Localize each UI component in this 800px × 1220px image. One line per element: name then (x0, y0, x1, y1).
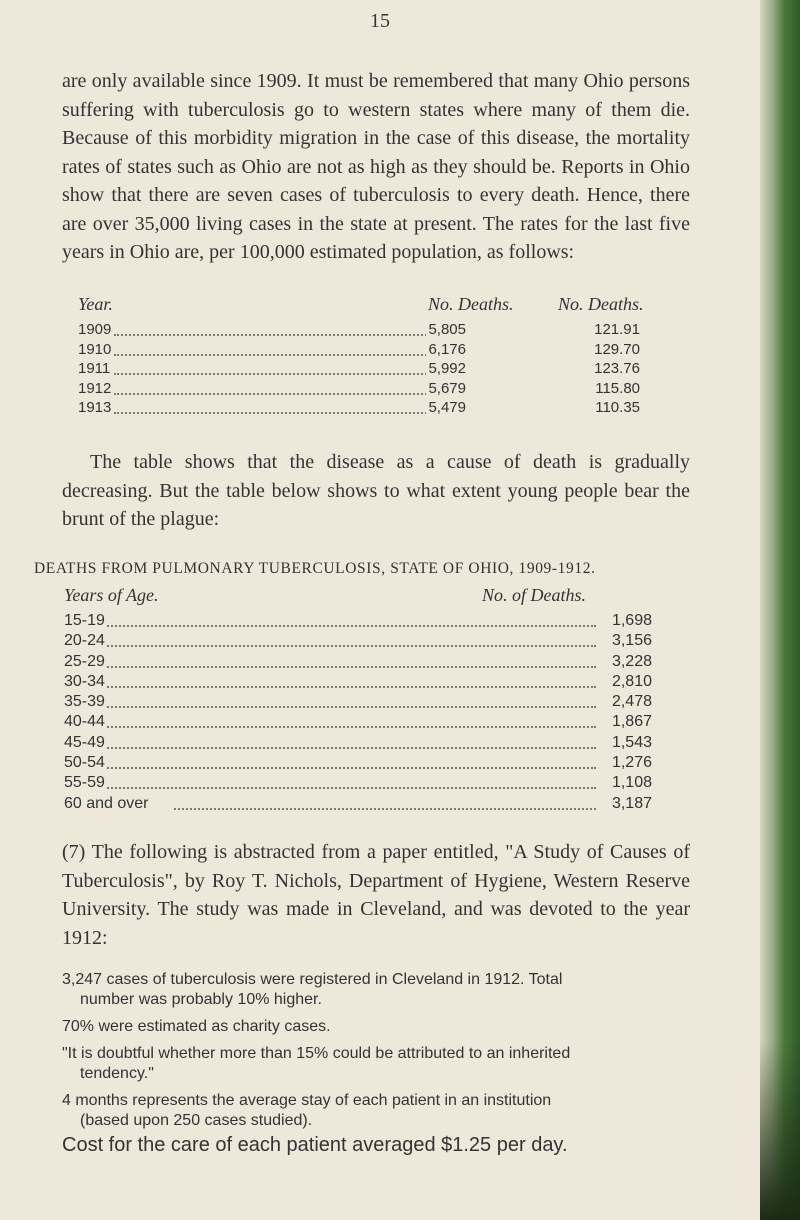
cell-year: 1912 (78, 379, 112, 397)
leader-dots (174, 794, 596, 810)
cell-deaths: 2,810 (610, 672, 652, 692)
cell-deaths: 2,478 (610, 692, 652, 712)
leader-dots (104, 631, 596, 647)
book-edge-shadow (760, 1040, 800, 1220)
leader-dots (104, 692, 596, 708)
table-header (78, 294, 662, 320)
table-row (78, 359, 662, 379)
cell-deaths: 3,156 (610, 631, 652, 651)
leader-dots (104, 672, 596, 688)
table-row (64, 712, 674, 732)
cell-deaths: 1,698 (610, 611, 652, 631)
cell-rate: 129.70 (594, 340, 640, 358)
cell-deaths: 5,479 (428, 399, 466, 416)
cell-rate: 121.91 (594, 321, 640, 338)
final-line: Cost for the care of each patient averaged $1.25 per day. (62, 1134, 568, 1156)
table-row (78, 320, 662, 340)
table-row (64, 733, 674, 753)
leader-dots (104, 733, 596, 749)
note-text: "It is doubtful whether more than 15% could be attributed to an inherited (62, 1045, 571, 1062)
book-edge (760, 0, 800, 1220)
cell-age: 45-49 (64, 733, 107, 753)
paragraph-table-comment (62, 448, 690, 534)
cell-deaths: 5,805 (428, 321, 466, 338)
table-row (64, 611, 674, 631)
study-note (62, 1044, 694, 1084)
note-continuation: number was probably 10% higher. (80, 991, 322, 1008)
cell-deaths: 3,187 (610, 794, 652, 814)
table-row (78, 340, 662, 360)
paragraph-table-comment-text: The table shows that the disease as a cause of death is gradually decreasing. But the table below shows to what extent young people bear the brunt of the plague: (62, 451, 690, 530)
cell-rate: 123.76 (594, 360, 640, 377)
leader-dots (114, 320, 446, 336)
cell-deaths: 1,543 (610, 733, 652, 753)
page-number: 15 (370, 10, 390, 32)
cell-age: 60 and over (64, 794, 151, 814)
note-continuation: (based upon 250 cases studied). (80, 1112, 313, 1129)
cell-year: 1913 (78, 399, 112, 416)
cell-age: 15-19 (64, 611, 107, 631)
table-row (64, 753, 674, 773)
note-text: 4 months represents the average stay of each patient in an institution (62, 1092, 552, 1109)
header-deaths: No. Deaths. (428, 294, 514, 314)
header-deaths: No. of Deaths. (482, 585, 587, 605)
table-row (64, 672, 674, 692)
cell-deaths: 1,108 (610, 773, 652, 793)
cell-year: 1911 (78, 360, 111, 377)
cell-age: 50-54 (64, 753, 107, 773)
table-row (64, 692, 674, 712)
leader-dots (114, 379, 446, 395)
table-row (64, 652, 674, 672)
age-deaths-table (64, 585, 674, 814)
cell-age: 40-44 (64, 712, 107, 732)
table-row (78, 398, 662, 418)
leader-dots (104, 753, 596, 769)
cell-deaths: 3,228 (610, 652, 652, 672)
cell-deaths: 1,276 (610, 753, 652, 773)
cell-rate: 115.80 (595, 379, 640, 397)
header-rate: No. Deaths. (558, 294, 644, 314)
cell-year: 1909 (78, 321, 112, 338)
leader-dots (104, 652, 596, 668)
cell-deaths: 6,176 (428, 340, 466, 358)
header-age: Years of Age. (64, 585, 159, 605)
leader-dots (104, 773, 596, 789)
cell-age: 35-39 (64, 692, 107, 712)
cell-age: 20-24 (64, 631, 107, 651)
cell-deaths: 5,992 (428, 360, 466, 377)
table-row (64, 794, 674, 814)
age-table-caption: DEATHS FROM PULMONARY TUBERCULOSIS, STATE OF OHIO, 1909-1912. (34, 560, 596, 577)
note-text: 70% were estimated as charity cases. (62, 1018, 331, 1035)
cell-year: 1910 (78, 340, 112, 358)
header-year: Year. (78, 294, 113, 314)
note-text: 3,247 cases of tuberculosis were registered in Cleveland in 1912. Total (62, 971, 563, 988)
study-note (62, 970, 694, 1010)
table-row (64, 631, 674, 651)
table-header (64, 585, 674, 611)
cell-age: 25-29 (64, 652, 107, 672)
note-continuation: tendency." (80, 1065, 154, 1082)
cell-rate: 110.35 (595, 399, 640, 416)
table-row (78, 379, 662, 399)
cell-age: 30-34 (64, 672, 107, 692)
paragraph-intro: are only available since 1909. It must be remembered that many Ohio persons suffering with tuberculosis go to western states where many of them die. Because of this morbidity migration in the case of this disease, the mortality rates of states such as Ohio are not as high as they should be. Reports in Ohio show that there are seven cases of tuberculosis to every death. Hence, there are over 35,000 living cases in the state at present. The rates for the last five years in Ohio are, per 100,000 estimated population, as follows: (62, 70, 690, 263)
leader-dots (114, 359, 446, 375)
leader-dots (114, 340, 446, 356)
cell-deaths: 1,867 (610, 712, 652, 732)
paragraph-study: (7) The following is abstracted from a paper entitled, "A Study of Causes of Tuberculosis", by Roy T. Nichols, Department of Hygiene, Western Reserve University. The study was made in Cleveland, and was devoted to the year 1912: (62, 841, 690, 949)
cell-age: 55-59 (64, 773, 107, 793)
cell-deaths: 5,679 (428, 379, 466, 397)
study-notes (62, 970, 694, 1138)
leader-dots (104, 712, 596, 728)
leader-dots (104, 611, 596, 627)
study-note (62, 1017, 694, 1037)
table-row (64, 773, 674, 793)
mortality-rate-table (78, 294, 662, 418)
leader-dots (114, 398, 446, 414)
study-note (62, 1091, 694, 1131)
